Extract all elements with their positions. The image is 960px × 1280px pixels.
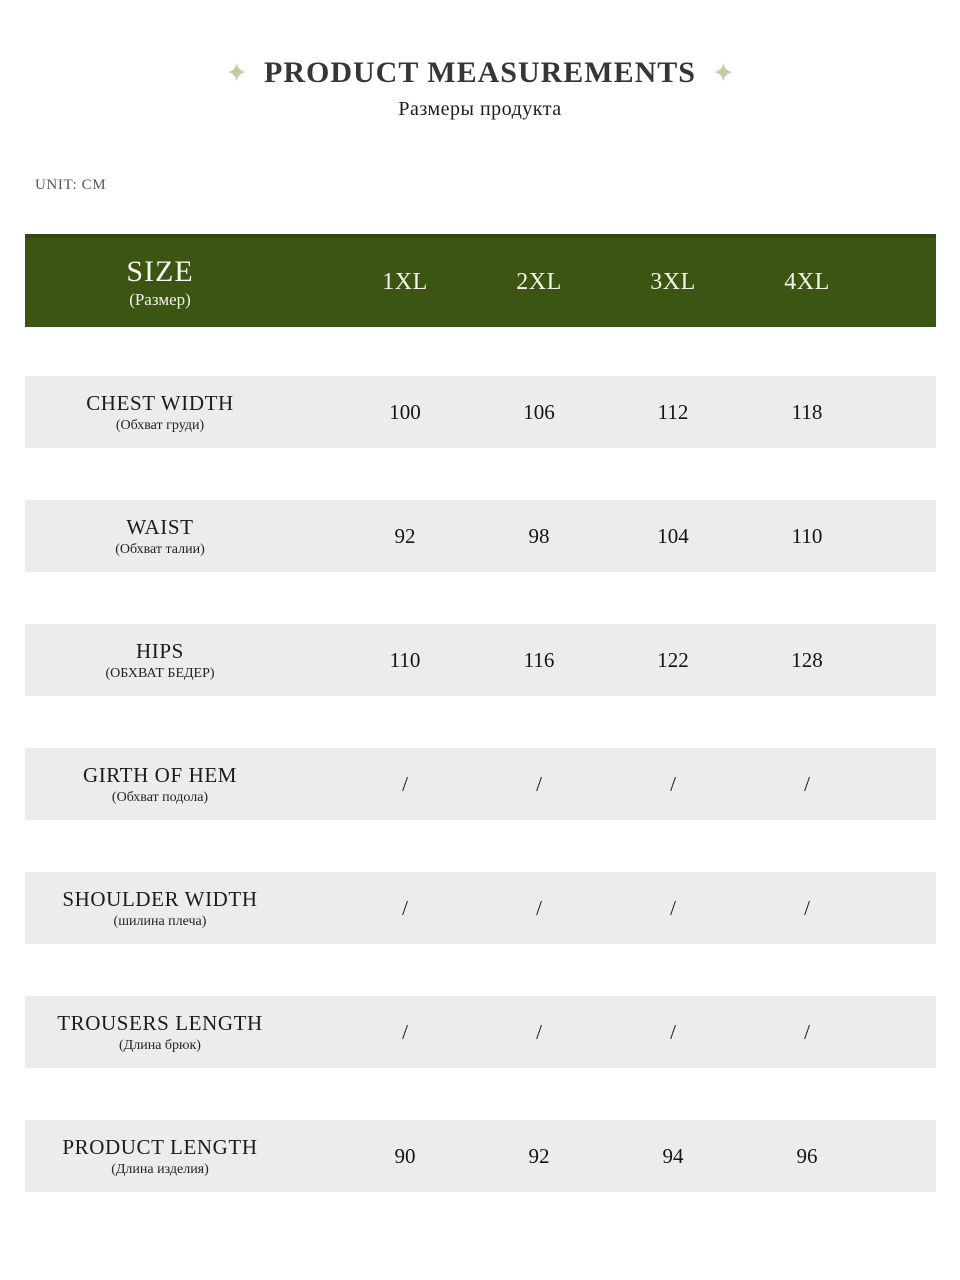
row-label: TROUSERS LENGTH: [57, 1010, 263, 1035]
value-cell: 106: [523, 399, 555, 424]
row-sublabel: (Длина изделия): [111, 1161, 209, 1177]
row-label-cell: [25, 763, 295, 806]
size-column-header: 2XL: [516, 269, 562, 295]
value-cell: 90: [394, 1143, 416, 1168]
row-label: WAIST: [126, 514, 194, 539]
value-cell: 110: [389, 647, 421, 672]
value-cell: 92: [394, 523, 416, 548]
value-cell: 96: [796, 1143, 818, 1168]
row-label-cell: [25, 391, 295, 434]
column-spacer: [295, 536, 338, 537]
row-label: SHOULDER WIDTH: [62, 886, 258, 911]
size-column-header: 1XL: [382, 269, 428, 295]
sparkle-icon: ✦: [225, 57, 248, 88]
row-label: GIRTH OF HEM: [82, 762, 238, 787]
table-row: [25, 624, 936, 696]
row-values: [338, 1020, 874, 1045]
row-values: [338, 648, 874, 673]
column-spacer: [295, 412, 338, 413]
column-spacer: [295, 1156, 338, 1157]
value-cell: /: [402, 895, 408, 920]
row-values: [338, 772, 874, 797]
table-row: [25, 996, 936, 1068]
page-subtitle: Размеры продукта: [398, 98, 562, 120]
table-header-row: [25, 234, 936, 327]
row-label: PRODUCT LENGTH: [62, 1134, 258, 1159]
value-cell: 116: [523, 647, 555, 672]
size-column-header: 4XL: [784, 269, 830, 295]
value-cell: /: [804, 895, 810, 920]
row-label-cell: [25, 1135, 295, 1178]
row-sublabel: (Обхват талии): [115, 541, 205, 557]
row-label-cell: [25, 887, 295, 930]
column-spacer: [295, 660, 338, 661]
value-cell: /: [536, 1019, 542, 1044]
column-spacer: [295, 282, 338, 283]
sparkle-icon: ✦: [712, 57, 735, 88]
row-label: HIPS: [136, 638, 184, 663]
value-cell: /: [402, 771, 408, 796]
value-cell: /: [670, 1019, 676, 1044]
row-sublabel: (шилина плеча): [113, 913, 207, 929]
table-row: [25, 1120, 936, 1192]
row-values: [338, 1144, 874, 1169]
table-row: [25, 748, 936, 820]
unit-label: UNIT: CM: [35, 177, 107, 193]
row-label-cell: [25, 639, 295, 682]
row-values: [338, 524, 874, 549]
row-sublabel: (ОБХВАТ БЕДЕР): [105, 665, 215, 681]
value-cell: 104: [657, 523, 689, 548]
value-cell: /: [402, 1019, 408, 1044]
row-sublabel: (Обхват подола): [111, 789, 209, 805]
column-spacer: [295, 784, 338, 785]
value-cell: 128: [791, 647, 823, 672]
page-title: PRODUCT MEASUREMENTS: [264, 56, 696, 89]
value-cell: 100: [389, 399, 421, 424]
value-cell: /: [536, 771, 542, 796]
value-cell: 92: [528, 1143, 550, 1168]
value-cell: 112: [657, 399, 689, 424]
row-sublabel: (Длина брюк): [119, 1037, 201, 1053]
row-label-cell: [25, 515, 295, 558]
row-label-cell: [25, 1011, 295, 1054]
column-spacer: [295, 1032, 338, 1033]
value-cell: /: [670, 895, 676, 920]
column-spacer: [295, 908, 338, 909]
value-cell: /: [670, 771, 676, 796]
size-header-label: SIZE: [126, 254, 194, 288]
header-size-cells: [338, 269, 874, 296]
size-header-cell: [25, 256, 295, 310]
value-cell: /: [804, 771, 810, 796]
size-table: [25, 234, 936, 1192]
table-body: [25, 376, 936, 1192]
size-column-header: 3XL: [650, 269, 696, 295]
size-header-sublabel: (Размер): [129, 289, 191, 309]
row-label: CHEST WIDTH: [86, 390, 234, 415]
table-row: [25, 500, 936, 572]
table-row: [25, 872, 936, 944]
value-cell: 98: [528, 523, 550, 548]
value-cell: 118: [791, 399, 823, 424]
value-cell: 122: [657, 647, 689, 672]
value-cell: 94: [662, 1143, 684, 1168]
row-values: [338, 400, 874, 425]
value-cell: /: [804, 1019, 810, 1044]
value-cell: 110: [791, 523, 823, 548]
value-cell: /: [536, 895, 542, 920]
table-row: [25, 376, 936, 448]
page-header: [0, 0, 960, 90]
row-sublabel: (Обхват груди): [115, 417, 205, 433]
row-values: [338, 896, 874, 921]
